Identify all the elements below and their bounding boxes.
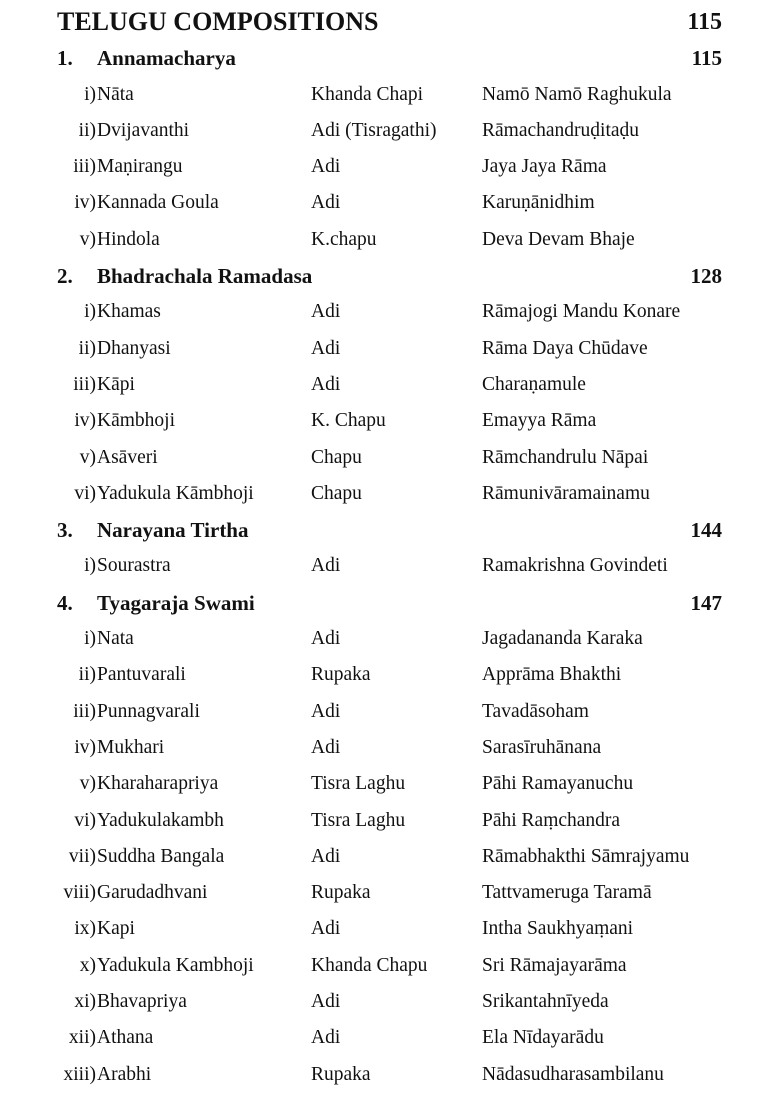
tala-name: Khanda Chapu: [311, 954, 428, 976]
tala-name: Adi: [311, 555, 341, 577]
item-numeral: vi): [74, 809, 96, 831]
raga-name: Kāpi: [97, 373, 135, 395]
raga-name: Pantuvarali: [97, 664, 186, 686]
song-title: Charaṇamule: [482, 373, 586, 395]
tala-name: Adi: [311, 991, 341, 1013]
tala-name: K.chapu: [311, 228, 377, 250]
tala-name: Khanda Chapi: [311, 83, 424, 105]
section-heading: [0, 512, 780, 548]
item-numeral: xiii): [63, 1063, 96, 1085]
item-numeral: iii): [73, 156, 96, 178]
item-numeral: ii): [78, 337, 96, 359]
composition-row: [0, 403, 780, 439]
song-title: Rāmajogi Mandu Konare: [482, 301, 681, 323]
tala-name: Adi: [311, 156, 341, 178]
composition-row: [0, 803, 780, 839]
section-page-number: 128: [690, 264, 722, 289]
composition-row: [0, 1057, 780, 1093]
raga-name: Kāmbhoji: [97, 410, 175, 432]
section-heading: [0, 258, 780, 294]
composition-row: [0, 1020, 780, 1056]
song-title: Srikantahnīyeda: [482, 991, 609, 1013]
song-title: Rāmunivāramainamu: [482, 482, 650, 504]
item-numeral: i): [84, 301, 96, 323]
item-numeral: iv): [74, 410, 96, 432]
item-numeral: v): [79, 446, 96, 468]
composition-row: [0, 875, 780, 911]
raga-name: Kannada Goula: [97, 192, 219, 214]
raga-name: Punnagvarali: [97, 700, 200, 722]
raga-name: Kapi: [97, 918, 135, 940]
song-title: Namō Namō Raghukula: [482, 83, 672, 105]
raga-name: Yadukula Kambhoji: [97, 954, 254, 976]
tala-name: Tisra Laghu: [311, 773, 406, 795]
raga-name: Arabhi: [97, 1063, 152, 1085]
tala-name: Rupaka: [311, 1063, 371, 1085]
song-title: Karuṇānidhim: [482, 192, 595, 214]
song-title: Tavadāsoham: [482, 700, 589, 722]
section-number: 2.: [57, 264, 73, 289]
composer-name: Tyagaraja Swami: [97, 590, 255, 615]
composition-row: [0, 331, 780, 367]
heading-title: TELUGU COMPOSITIONS: [57, 7, 379, 36]
composition-row: [0, 548, 780, 584]
composer-name: Annamacharya: [97, 46, 236, 71]
item-numeral: ix): [74, 918, 96, 940]
composition-row: [0, 911, 780, 947]
tala-name: Tisra Laghu: [311, 809, 406, 831]
contents-page: [0, 4, 780, 1093]
item-numeral: v): [79, 773, 96, 795]
raga-name: Dvijavanthi: [97, 119, 190, 141]
composition-row: [0, 367, 780, 403]
section-page-number: 144: [690, 518, 722, 543]
item-numeral: iv): [74, 192, 96, 214]
song-title: Nādasudharasambilanu: [482, 1063, 664, 1085]
tala-name: Adi: [311, 373, 341, 395]
composition-row: [0, 621, 780, 657]
song-title: Rāmabhakthi Sāmrajyamu: [482, 845, 690, 867]
raga-name: Nāta: [97, 83, 134, 105]
tala-name: K. Chapu: [311, 410, 386, 432]
item-numeral: v): [79, 228, 96, 250]
section-page-number: 147: [690, 590, 722, 615]
tala-name: Adi: [311, 700, 341, 722]
heading-page-number: 115: [687, 9, 722, 35]
section-heading: [0, 585, 780, 621]
raga-name: Asāveri: [97, 446, 158, 468]
composition-row: [0, 476, 780, 512]
composition-row: [0, 222, 780, 258]
song-title: Jagadananda Karaka: [482, 628, 643, 650]
item-numeral: i): [84, 555, 96, 577]
song-title: Tattvameruga Taramā: [482, 882, 652, 904]
item-numeral: iii): [73, 373, 96, 395]
item-numeral: xi): [74, 991, 96, 1013]
composition-row: [0, 766, 780, 802]
section-heading: [0, 40, 780, 76]
raga-name: Nata: [97, 628, 134, 650]
tala-name: Adi: [311, 337, 341, 359]
item-numeral: ii): [78, 119, 96, 141]
item-numeral: ii): [78, 664, 96, 686]
song-title: Intha Saukhyaṃani: [482, 918, 634, 940]
raga-name: Athana: [97, 1027, 154, 1049]
composition-row: [0, 185, 780, 221]
composition-row: [0, 948, 780, 984]
song-title: Rāma Daya Chūdave: [482, 337, 648, 359]
raga-name: Khamas: [97, 301, 161, 323]
raga-name: Mukhari: [97, 736, 165, 758]
item-numeral: xii): [68, 1027, 96, 1049]
composition-row: [0, 113, 780, 149]
composition-row: [0, 694, 780, 730]
tala-name: Rupaka: [311, 664, 371, 686]
composer-name: Bhadrachala Ramadasa: [97, 264, 313, 289]
song-title: Sri Rāmajayarāma: [482, 954, 627, 976]
composition-row: [0, 294, 780, 330]
song-title: Ramakrishna Govindeti: [482, 555, 668, 577]
tala-name: Rupaka: [311, 882, 371, 904]
raga-name: Bhavapriya: [97, 991, 187, 1013]
song-title: Emayya Rāma: [482, 410, 597, 432]
song-title: Rāmachandruḍitaḍu: [482, 119, 640, 141]
item-numeral: iii): [73, 700, 96, 722]
composition-row: [0, 839, 780, 875]
item-numeral: i): [84, 83, 96, 105]
tala-name: Adi (Tisragathi): [311, 119, 437, 141]
composition-row: [0, 440, 780, 476]
section-number: 3.: [57, 518, 73, 543]
section-number: 1.: [57, 46, 73, 71]
raga-name: Maṇirangu: [97, 156, 183, 178]
song-title: Ela Nīdayarādu: [482, 1027, 604, 1049]
composition-row: [0, 657, 780, 693]
song-title: Pāhi Raṃchandra: [482, 809, 621, 831]
song-title: Deva Devam Bhaje: [482, 228, 635, 250]
section-number: 4.: [57, 590, 73, 615]
tala-name: Chapu: [311, 446, 362, 468]
tala-name: Adi: [311, 301, 341, 323]
song-title: Pāhi Ramayanuchu: [482, 773, 634, 795]
composition-row: [0, 77, 780, 113]
tala-name: Adi: [311, 736, 341, 758]
item-numeral: x): [79, 954, 96, 976]
raga-name: Suddha Bangala: [97, 845, 225, 867]
composer-name: Narayana Tirtha: [97, 518, 249, 543]
composition-row: [0, 730, 780, 766]
raga-name: Dhanyasi: [97, 337, 171, 359]
raga-name: Kharaharapriya: [97, 773, 219, 795]
page-heading: [0, 4, 780, 40]
tala-name: Adi: [311, 918, 341, 940]
raga-name: Yadukula Kāmbhoji: [97, 482, 254, 504]
tala-name: Adi: [311, 845, 341, 867]
item-numeral: vi): [74, 482, 96, 504]
item-numeral: vii): [68, 845, 96, 867]
composition-row: [0, 984, 780, 1020]
raga-name: Garudadhvani: [97, 882, 208, 904]
tala-name: Chapu: [311, 482, 362, 504]
raga-name: Sourastra: [97, 555, 171, 577]
raga-name: Yadukulakambh: [97, 809, 224, 831]
tala-name: Adi: [311, 628, 341, 650]
song-title: Sarasīruhānana: [482, 736, 602, 758]
raga-name: Hindola: [97, 228, 160, 250]
item-numeral: i): [84, 628, 96, 650]
tala-name: Adi: [311, 192, 341, 214]
item-numeral: iv): [74, 736, 96, 758]
composition-row: [0, 149, 780, 185]
song-title: Rāmchandrulu Nāpai: [482, 446, 649, 468]
song-title: Apprāma Bhakthi: [482, 664, 622, 686]
section-page-number: 115: [691, 46, 722, 71]
item-numeral: viii): [63, 882, 96, 904]
tala-name: Adi: [311, 1027, 341, 1049]
song-title: Jaya Jaya Rāma: [482, 156, 607, 178]
